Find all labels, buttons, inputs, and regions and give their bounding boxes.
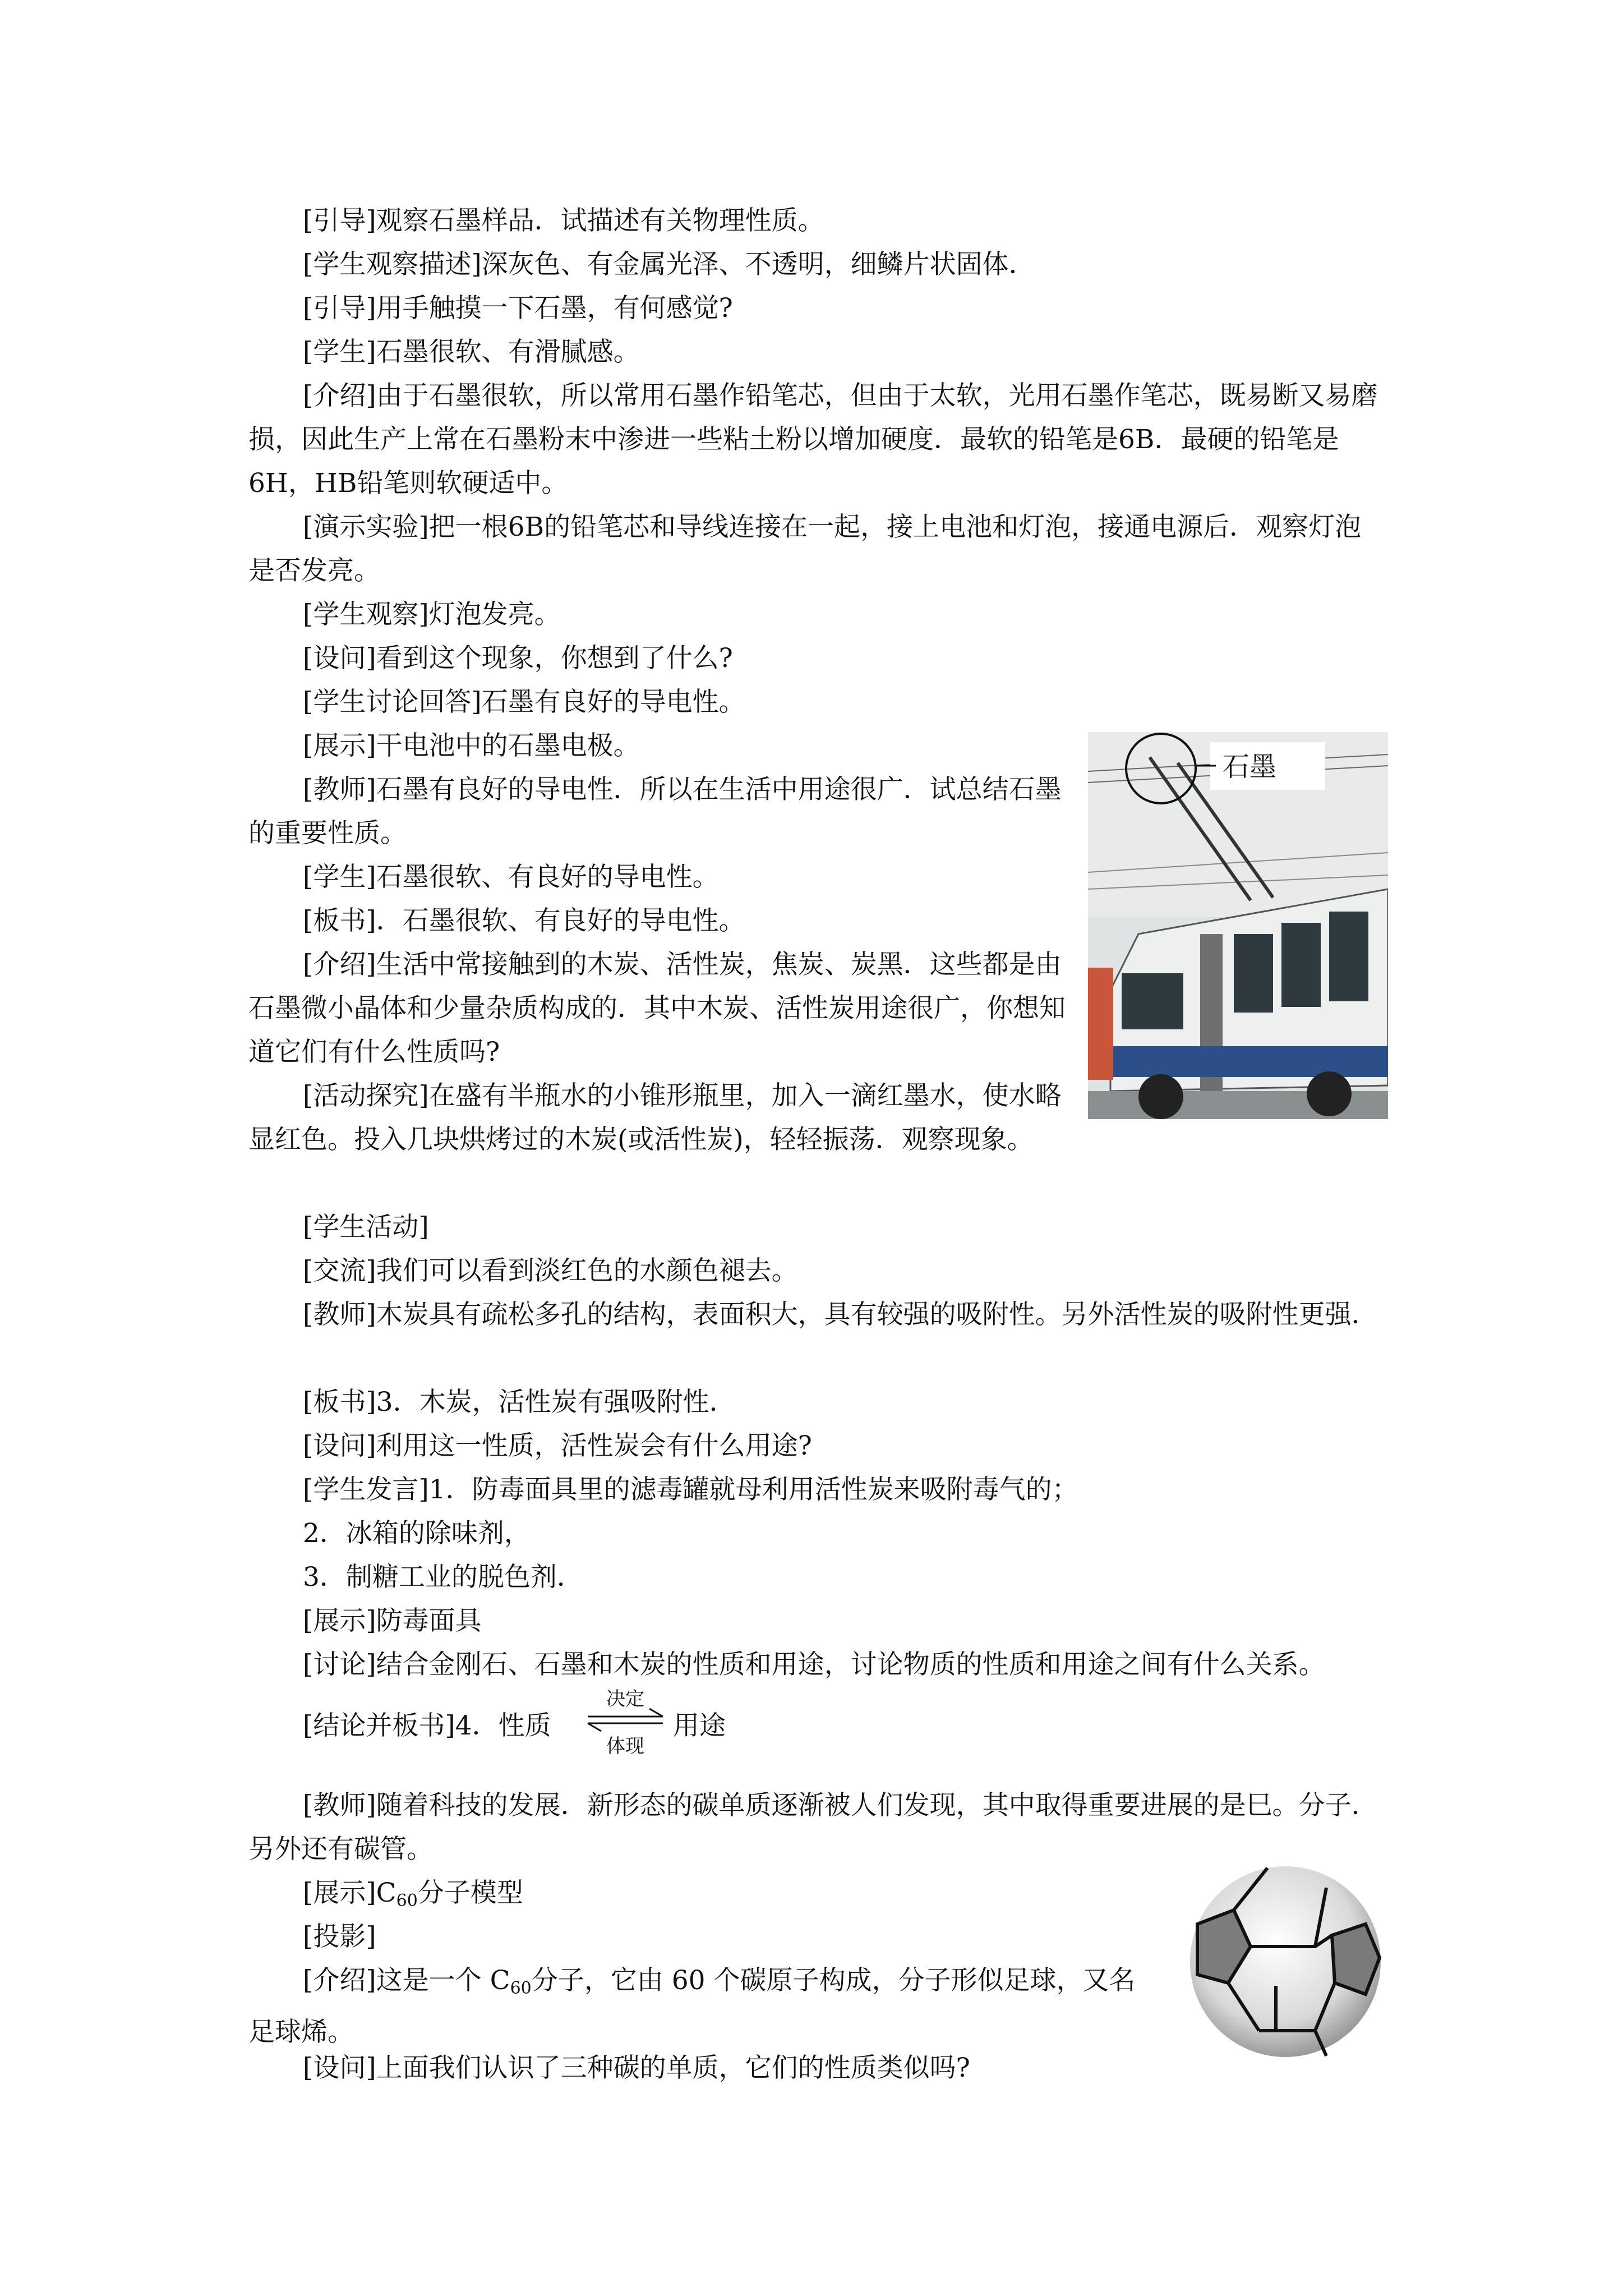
paragraph: [讨论]结合金刚石、石墨和木炭的性质和用途，讨论物质的性质和用途之间有什么关系。 xyxy=(303,1649,1325,1680)
c60-model-photo xyxy=(1186,1862,1385,2062)
paragraph: [板书]．石墨很软、有良好的导电性。 xyxy=(303,905,745,936)
paragraph: [板书]3．木炭，活性炭有强吸附性． xyxy=(303,1387,736,1418)
trolleybus-photo xyxy=(1088,732,1388,1119)
paragraph: 2．冰箱的除味剂， xyxy=(303,1518,531,1549)
paragraph: [引导]用手触摸一下石墨，有何感觉? xyxy=(303,293,733,324)
arrow-bottom-label: 体现 xyxy=(606,1735,644,1757)
paragraph: [引导]观察石墨样品．试描述有关物理性质。 xyxy=(303,205,824,236)
graphite-label: 石墨 xyxy=(1223,751,1277,783)
paragraph: [学生]石墨很软、有良好的导电性。 xyxy=(303,862,719,892)
paragraph: [设问]利用这一性质，活性炭会有什么用途? xyxy=(303,1430,812,1461)
text: 分子模型 xyxy=(417,1878,523,1908)
conclusion-prefix: [结论并板书]4．性质 xyxy=(303,1710,551,1741)
reversible-arrow xyxy=(583,1681,667,1759)
paragraph: [学生]石墨很软、有滑腻感。 xyxy=(303,337,640,367)
arrow-icon xyxy=(583,1681,667,1759)
paragraph: [介绍]由于石墨很软，所以常用石墨作铅笔芯，但由于太软，光用石墨作笔芯，既易断又易磨损，因此生产上常在石墨粉末中渗进一些粘土粉以增加硬度．最软的铅笔是6B．最硬的铅笔是6H，HB铅笔则软硬适中。 xyxy=(248,380,1378,499)
paragraph: [活动探究]在盛有半瓶水的小锥形瓶里，加入一滴红墨水，使水略显红色。投入几块烘烤过的木炭(或活性炭)，轻轻振荡．观察现象。 xyxy=(248,1080,1062,1155)
subscript: 60 xyxy=(510,1978,532,1998)
paragraph: [介绍]生活中常接触到的木炭、活性炭，焦炭、炭黑．这些都是由石墨微小晶体和少量杂质构成的．其中木炭、活性炭用途很广，你想知道它们有什么性质吗? xyxy=(248,949,1066,1068)
paragraph: [交流]我们可以看到淡红色的水颜色褪去。 xyxy=(303,1255,798,1286)
paragraph: [学生观察描述]深灰色、有金属光泽、不透明，细鳞片状固体． xyxy=(303,249,1035,280)
paragraph: 3．制糖工业的脱色剂． xyxy=(303,1562,583,1593)
text: 分子，它由 60 个碳原子构成，分子形似足球，又名足球烯。 xyxy=(248,1965,1136,2047)
text: [展示]C xyxy=(303,1878,396,1908)
subscript: 60 xyxy=(396,1891,418,1911)
paragraph: [教师]石墨有良好的导电性．所以在生活中用途很广．试总结石墨的重要性质。 xyxy=(248,774,1062,849)
paragraph: [教师]木炭具有疏松多孔的结构，表面积大，具有较强的吸附性。另外活性炭的吸附性更强． xyxy=(303,1299,1378,1330)
conclusion-suffix: 用途 xyxy=(673,1710,726,1741)
arrow-top-label: 决定 xyxy=(606,1688,644,1710)
paragraph: [学生讨论回答]石墨有良好的导电性。 xyxy=(303,687,745,717)
paragraph: [设问]看到这个现象，你想到了什么? xyxy=(303,643,733,674)
text: [介绍]这是一个 C xyxy=(303,1965,510,1996)
conclusion-line xyxy=(248,1704,1441,1748)
paragraph: [教师]随着科技的发展．新形态的碳单质逐渐被人们发现，其中取得重要进展的是巳。分子．另外还有碳管。 xyxy=(248,1790,1378,1865)
paragraph: [投影] xyxy=(303,1921,376,1952)
paragraph: [设问]上面我们认识了三种碳的单质，它们的性质类似吗? xyxy=(303,2053,970,2083)
paragraph: [学生发言]1．防毒面具里的滤毒罐就母利用活性炭来吸附毒气的； xyxy=(303,1474,1078,1505)
paragraph: [演示实验]把一根6B的铅笔芯和导线连接在一起，接上电池和灯泡，接通电源后．观察灯泡是否发亮。 xyxy=(248,512,1362,586)
paragraph: [学生观察]灯泡发亮。 xyxy=(303,599,561,630)
paragraph: [学生活动] xyxy=(303,1212,429,1243)
paragraph: [展示]防毒面具 xyxy=(303,1605,482,1636)
paragraph: [展示]干电池中的石墨电极。 xyxy=(303,730,640,761)
paragraph xyxy=(248,1959,1157,2054)
